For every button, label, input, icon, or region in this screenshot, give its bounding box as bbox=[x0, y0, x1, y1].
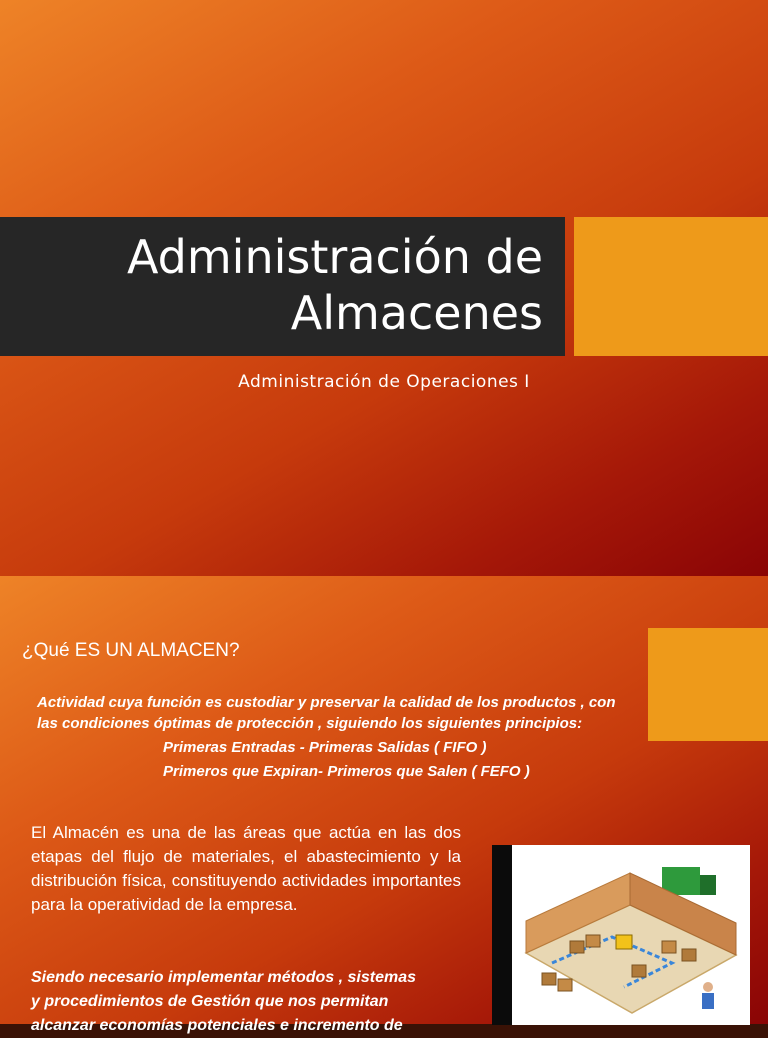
principle-item: Primeras Entradas - Primeras Salidas ( FIFO ) bbox=[163, 739, 487, 756]
definition-line: las condiciones óptimas de protección , siguiendo los siguientes principios: bbox=[37, 715, 583, 732]
image-border bbox=[492, 845, 512, 1025]
title-line-1: Administración de bbox=[127, 230, 543, 284]
definition-text bbox=[37, 692, 737, 734]
emphasis-line: alcanzar economías potenciales e incremento de bbox=[31, 1017, 403, 1034]
truck-cab bbox=[700, 875, 716, 895]
body-paragraph: El Almacén es una de las áreas que actúa en las dos etapas del flujo de materiales, el abastecimiento y la distribución física, constituyendo actividades importantes para la operatividad de la empresa. bbox=[31, 823, 461, 914]
section-heading: ¿Qué ES UN ALMACEN? bbox=[22, 640, 240, 661]
principle-item: Primeros que Expiran- Primeros que Salen ( FEFO ) bbox=[163, 763, 530, 780]
warehouse-illustration-icon bbox=[512, 845, 750, 1025]
worker-body bbox=[702, 993, 714, 1009]
emphasis-paragraph bbox=[31, 966, 461, 1038]
emphasis-line: Siendo necesario implementar métodos , sistemas bbox=[31, 969, 417, 986]
title-line-2: Almacenes bbox=[290, 286, 543, 340]
emphasis-line: y procedimientos de Gestión que nos permitan bbox=[31, 993, 389, 1010]
forklift bbox=[616, 935, 632, 949]
definition-line: Actividad cuya función es custodiar y preservar la calidad de los productos , con bbox=[37, 694, 616, 711]
slide-subtitle: Administración de Operaciones I bbox=[238, 372, 530, 392]
accent-block bbox=[574, 217, 768, 356]
warehouse-image bbox=[492, 845, 750, 1025]
worker-head bbox=[703, 982, 713, 992]
principles-list bbox=[163, 736, 530, 784]
content-slide bbox=[0, 576, 768, 1034]
title-band bbox=[0, 217, 565, 356]
slide-title bbox=[127, 229, 543, 341]
